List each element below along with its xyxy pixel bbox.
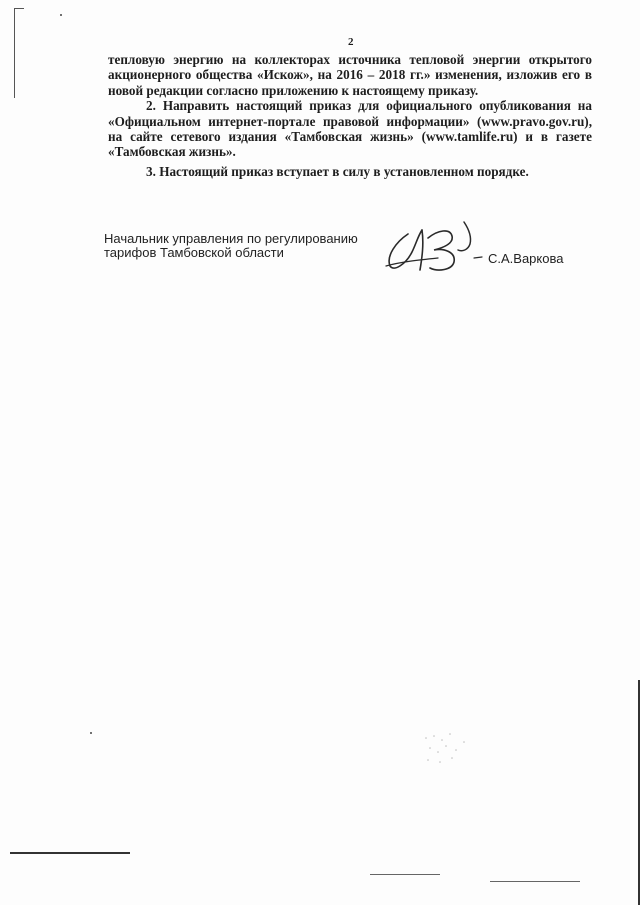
text-line: на сайте сетевого издания «Тамбовская жизнь» (www.tamlife.ru) и в газете (108, 129, 592, 145)
document-body (108, 52, 592, 179)
text-line: тепловую энергию на коллекторах источника тепловой энергии открытого (108, 52, 592, 67)
handwritten-signature (378, 214, 498, 280)
scan-artifact-dot (90, 732, 92, 734)
page-number: 2 (348, 36, 354, 48)
text-line: «Тамбовская жизнь». (108, 144, 236, 160)
scan-artifact-left-edge (14, 8, 15, 98)
scan-artifact-dot (60, 14, 62, 16)
scan-artifact-faint-marks (420, 730, 480, 770)
signatory-position (104, 232, 374, 260)
signatory-position-line: Начальник управления по регулированию (104, 231, 358, 246)
scan-artifact-bottom-line (490, 881, 580, 882)
text-line: «Официальном интернет-портале правовой информации» (www.pravo.gov.ru), (108, 113, 592, 129)
signatory-name: С.А.Варкова (488, 251, 564, 266)
paragraph-effective (108, 164, 592, 179)
paragraph-publication (108, 98, 592, 160)
text-line: 3. Настоящий приказ вступает в силу в установленном порядке. (146, 163, 529, 179)
paragraph-continuation (108, 52, 592, 98)
text-line: в новой редакции согласно приложению к настоящему приказу. (108, 67, 593, 98)
scan-artifact-corner (14, 8, 24, 9)
text-line: 2. Направить настоящий приказ для официального опубликования на (146, 98, 592, 114)
text-line: акционерного общества «Искож», на 2016 – 2018 гг.» изменения, изложив его (108, 67, 581, 83)
signatory-position-line: тарифов Тамбовской области (104, 245, 284, 260)
scan-artifact-bottom-line (10, 852, 130, 854)
scan-artifact-bottom-line (370, 874, 440, 875)
